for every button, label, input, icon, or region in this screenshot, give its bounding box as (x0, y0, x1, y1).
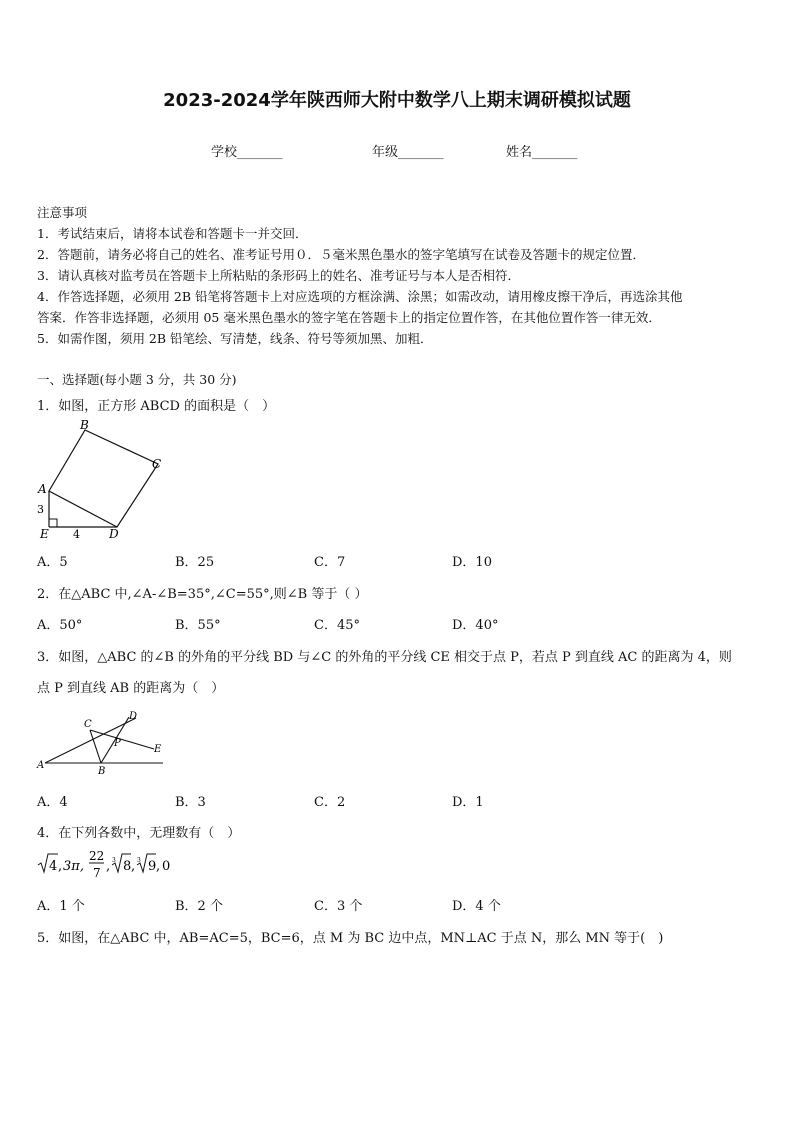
q2-option-d: D．40° (452, 618, 499, 633)
note-item: 3．请认真核对监考员在答题卡上所粘贴的条形码上的姓名、准考证号与本人是否相符． (37, 268, 520, 283)
q4-option-c: C．3 个 (314, 899, 363, 914)
q2-option-a: A．50° (37, 618, 83, 633)
note-item: 4．作答选择题，必须用 2B 铅笔将答题卡上对应选项的方框涂满、涂黑；如需改动，请用橡皮擦干净后，再选涂其他 (37, 289, 683, 304)
square-abcd (49, 430, 158, 527)
fraction-numerator: 22 (89, 849, 105, 863)
three-pi: 3π, (63, 859, 84, 874)
q4-option-d: D．4 个 (452, 899, 501, 914)
label-e: E (40, 527, 49, 541)
label-4: 4 (73, 528, 80, 541)
q4-number-list (36, 846, 186, 886)
label-b: B (80, 418, 89, 432)
notes-heading: 注意事项 (37, 205, 88, 220)
note-item: 2．答题前，请务必将自己的姓名、准考证号用０．５毫米黑色墨水的签字笔填写在试卷及答题卡的规定位置． (37, 247, 645, 262)
label-a: A (37, 760, 45, 771)
label-p: P (114, 738, 121, 749)
right-angle-mark (49, 519, 57, 527)
q1-option-b: B．25 (175, 555, 215, 570)
q4-option-b: B．2 个 (175, 899, 223, 914)
q3-triangle-figure (34, 708, 174, 778)
school-field: 学校_______ (211, 145, 283, 160)
q2-option-c: C．45° (314, 618, 360, 633)
svg-text:,: , (156, 859, 161, 874)
q3-option-a: A．4 (37, 795, 68, 810)
question-2: 2．在△ABC 中,∠A-∠B=35°,∠C=55°,则∠B 等于（ ） (37, 587, 368, 602)
label-c: C (84, 719, 92, 730)
fraction-denominator: 7 (93, 866, 101, 880)
line-cb (90, 730, 101, 763)
note-item: 1．考试结束后，请将本试卷和答题卡一并交回． (37, 226, 308, 241)
label-d: D (129, 711, 138, 722)
note-item: 5．如需作图，须用 2B 铅笔绘、写清楚，线条、符号等须加黑、加粗． (37, 331, 433, 346)
svg-text:,: , (58, 859, 63, 874)
question-4: 4．在下列各数中，无理数有（ ） (37, 826, 241, 841)
question-1: 1．如图，正方形 ABCD 的面积是（ ） (37, 399, 276, 414)
q1-square-figure (30, 418, 170, 543)
name-field: 姓名_______ (506, 145, 578, 160)
zero: 0 (162, 859, 171, 874)
question-3-line2: 点 P 到直线 AB 的距离为（ ） (37, 681, 225, 696)
sqrt-4: 4 (49, 859, 58, 874)
label-d: D (109, 527, 119, 541)
grade-field: 年级_______ (372, 145, 444, 160)
page-title: 2023-2024学年陕西师大附中数学八上期末调研模拟试题 (163, 90, 631, 111)
q2-option-b: B．55° (175, 618, 221, 633)
label-a: A (38, 482, 47, 496)
q4-option-a: A．1 个 (37, 899, 85, 914)
svg-text:,: , (131, 859, 136, 874)
q3-option-c: C．2 (314, 795, 346, 810)
note-item: 答案．作答非选择题，必须用 05 毫米黑色墨水的签字笔在答题卡上的指定位置作答，在其他位置作答一律无效． (37, 310, 661, 325)
q1-option-d: D．10 (452, 555, 492, 570)
line-ce (90, 730, 154, 749)
cube-root-9: 9 (148, 859, 157, 874)
q3-option-b: B．3 (175, 795, 206, 810)
q1-option-c: C．7 (314, 555, 346, 570)
cube-root-8: 8 (123, 859, 132, 874)
svg-text:3: 3 (137, 857, 141, 864)
label-e: E (154, 744, 162, 755)
q1-option-a: A．5 (37, 555, 68, 570)
question-5: 5．如图，在△ABC 中，AB=AC=5，BC=6，点 M 为 BC 边中点，MN⊥AC 于点 N，那么 MN 等于( ) (37, 931, 664, 946)
label-c: C (152, 457, 162, 471)
svg-text:,: , (106, 859, 111, 874)
label-b: B (98, 766, 106, 777)
question-3-line1: 3．如图，△ABC 的∠B 的外角的平分线 BD 与∠C 的外角的平分线 CE 相交于点 P，若点 P 到直线 AC 的距离为 4，则 (37, 650, 732, 665)
q3-option-d: D．1 (452, 795, 484, 810)
svg-text:3: 3 (112, 857, 116, 864)
section-heading: 一、选择题(每小题 3 分，共 30 分) (37, 372, 237, 387)
label-3: 3 (37, 503, 44, 516)
